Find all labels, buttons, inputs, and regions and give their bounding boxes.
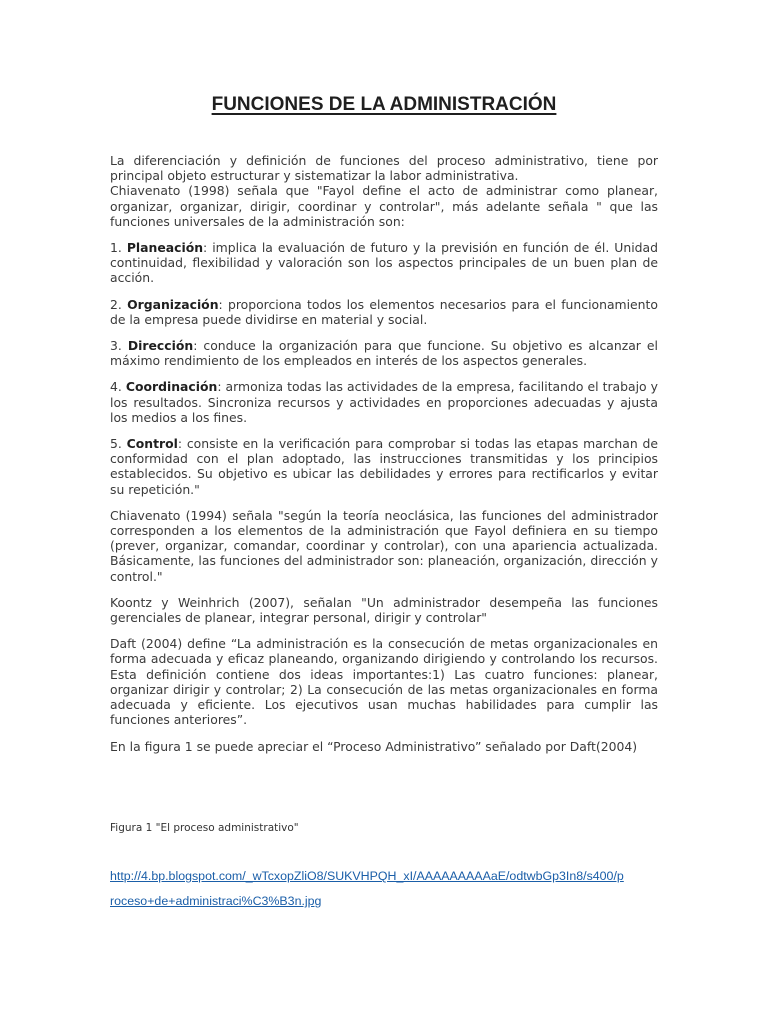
function-item-control: 5. Control: consiste en la verificación para comprobar si todas las etapas marchan de conformidad con el plan adoptado, las instrucciones transmitidas y los principios establecidos. Su objetivo es ubicar las debilidades y errores para rectificarlos y evitar su repetición."	[110, 436, 658, 497]
function-name: Control	[126, 436, 178, 452]
function-item-planeacion: 1. Planeación: implica la evaluación de futuro y la previsión en función de él. Unidad continuidad, flexibilidad y valoración son los aspectos principales de un buen plan de acción.	[110, 240, 658, 286]
paragraph-chiavenato-1994: Chiavenato (1994) señala "según la teoría neoclásica, las funciones del administrador corresponden a los elementos de la administración que Fayol definiera en su tiempo (prever, organizar, comandar, coordinar y controlar), con una apariencia actualizada. Básicamente, las funciones del administrador son: planeación, organización, dirección y control."	[110, 507, 658, 584]
image-link-line-2[interactable]: roceso+de+administraci%C3%B3n.jpg	[110, 894, 322, 908]
function-name: Dirección	[127, 338, 194, 354]
paragraph-koontz: Koontz y Weinhrich (2007), señalan "Un administrador desempeña las funciones gerenciales de planear, integrar personal, dirigir y controlar"	[110, 594, 658, 626]
document-body	[110, 153, 658, 754]
function-name: Organización	[127, 296, 219, 312]
intro-paragraph-2: Chiavenato (1998) señala que "Fayol define el acto de administrar como planear, organizar, organizar, dirigir, coordinar y controlar", más adelante señala " que las funciones universales de la administración son:	[110, 183, 658, 229]
function-name: Coordinación	[125, 379, 218, 395]
page-title: FUNCIONES DE LA ADMINISTRACIÓN	[211, 94, 557, 115]
paragraph-figure-reference: En la figura 1 se puede apreciar el “Proceso Administrativo” señalado por Daft(2004)	[110, 738, 638, 754]
paragraph-daft: Daft (2004) define “La administración es la consecución de metas organizacionales en forma adecuada y eficaz planeando, organizando dirigiendo y controlando los recursos. Esta definición contiene dos ideas importantes:1) Las cuatro funciones: planear, organizar dirigir y controlar; 2) La consecución de las metas organizacionales en forma adecuada y eficiente. Los ejecutivos usan muchas habilidades para cumplir las funciones anteriores”.	[110, 636, 658, 728]
page-title-wrap	[0, 94, 768, 116]
intro-paragraph-1: La diferenciación y definición de funciones del proceso administrativo, tiene por principal objeto estructurar y sistematizar la labor administrativa.	[110, 153, 658, 184]
function-item-coordinacion: 4. Coordinación: armoniza todas las actividades de la empresa, facilitando el trabajo y los resultados. Sincroniza recursos y actividades en proporciones adecuadas y ajusta los medios a los fines.	[110, 379, 658, 425]
function-name: Planeación	[126, 240, 204, 256]
figure-caption: Figura 1 "El proceso administrativo"	[110, 822, 299, 834]
function-item-direccion: 3. Dirección: conduce la organización para que funcione. Su objetivo es alcanzar el máximo rendimiento de los empleados en interés de los aspectos generales.	[110, 338, 658, 369]
image-link-line-1[interactable]: http://4.bp.blogspot.com/_wTcxopZliO8/SUKVHPQH_xI/AAAAAAAAAaE/odtwbGp3In8/s400/p	[110, 869, 624, 883]
function-item-organizacion: 2. Organización: proporciona todos los elementos necesarios para el funcionamiento de la empresa puede dividirse en material y social.	[110, 296, 658, 327]
